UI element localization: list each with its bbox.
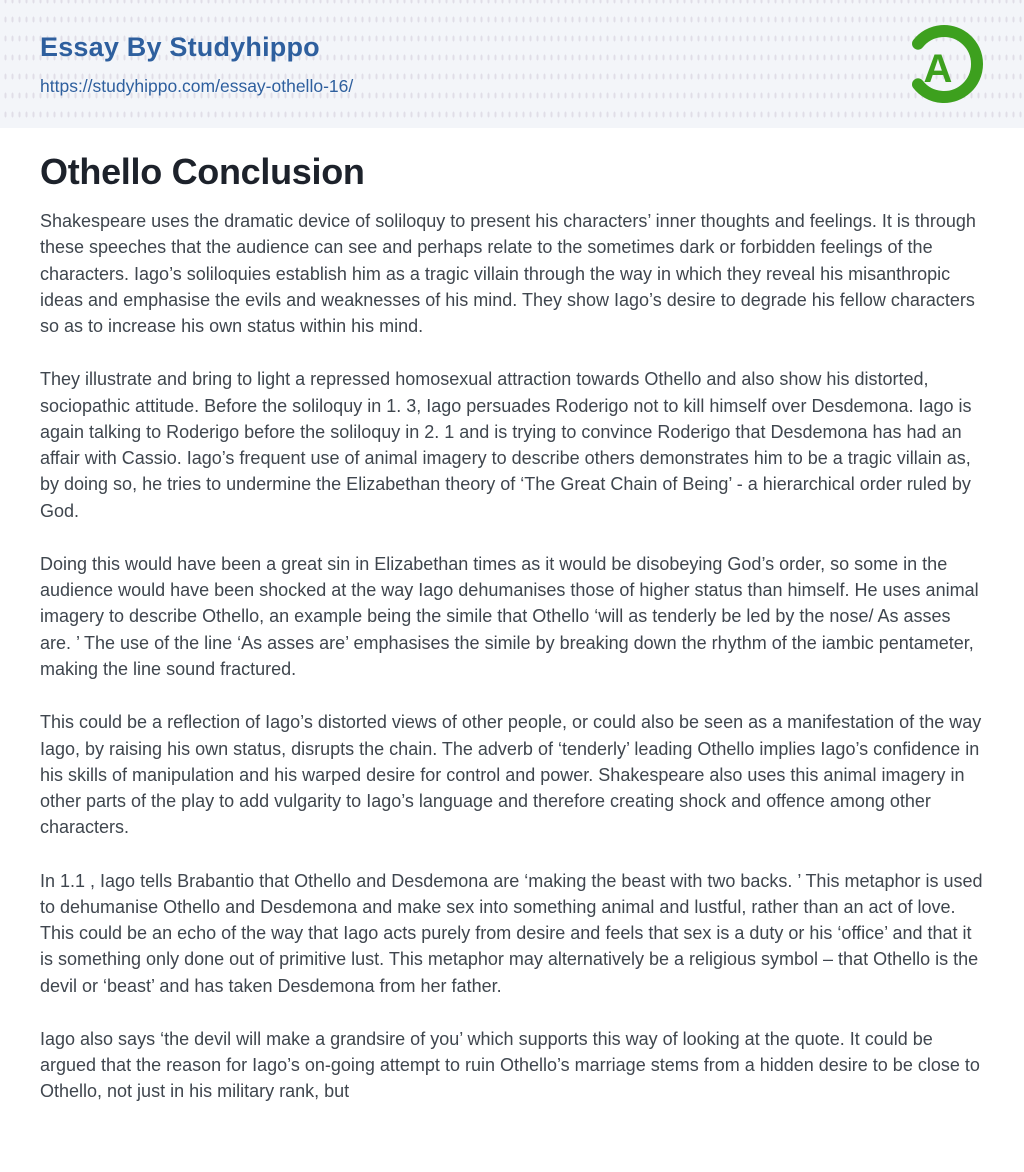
site-title: Essay By Studyhippo bbox=[40, 31, 320, 62]
essay-paragraph: This could be a reflection of Iago’s distorted views of other people, or could also be seen as a manifestation of the way Iago, by raising his own status, disrupts the chain. The adverb of ‘tenderly’ leading Othello implies Iago’s confidence in his skills of manipulation and his warped desire for control and power. Shakespeare also uses this animal imagery in other parts of the play to add vulgarity to Iago’s language and therefore creating shock and offence among other characters. bbox=[40, 712, 982, 838]
page-title: Othello Conclusion bbox=[40, 151, 365, 192]
essay-source-link[interactable]: https://studyhippo.com/essay-othello-16/ bbox=[40, 75, 354, 96]
essay-body bbox=[40, 208, 984, 1105]
essay-paragraph: In 1.1 , Iago tells Brabantio that Othello and Desdemona are ‘making the beast with two backs. ’ This metaphor is used to dehumanise Othello and Desdemona and make sex into something animal and lustful, rather than an act of love. This could be an echo of the way that Iago acts purely from desire and feels that sex is a duty or his ‘office’ and that it is something only done out of primitive lust. This metaphor may alternatively be a religious symbol – that Othello is the devil or ‘beast’ and has taken Desdemona from her father. bbox=[40, 870, 983, 996]
essay-page bbox=[0, 128, 1024, 1172]
page-header bbox=[0, 0, 1024, 128]
header-text-block bbox=[40, 32, 353, 97]
essay-paragraph: Iago also says ‘the devil will make a grandsire of you’ which supports this way of looking at the quote. It could be argued that the reason for Iago’s on-going attempt to ruin Othello’s marriage stems from a hidden desire to be close to Othello, not just in his military rank, but bbox=[40, 1028, 980, 1102]
logo-letter: A bbox=[923, 47, 953, 91]
essay-paragraph: Doing this would have been a great sin in Elizabethan times as it would be disobeying God’s order, so some in the audience would have been shocked at the way Iago dehumanises those of higher status than himself. He uses animal imagery to describe Othello, an example being the simile that Othello ‘will as tenderly be led by the nose/ As asses are. ’ The use of the line ‘As asses are’ emphasises the simile by breaking down the rhythm of the iambic pentameter, making the line sound fractured. bbox=[40, 553, 979, 679]
essay-paragraph: Shakespeare uses the dramatic device of soliloquy to present his characters’ inner thoughts and feelings. It is through these speeches that the audience can see and perhaps relate to the sometimes dark or forbidden feelings of the characters. Iago’s soliloquies establish him as a tragic villain through the way in which they reveal his misanthropic ideas and emphasise the evils and weaknesses of his mind. They show Iago’s desire to degrade his fellow characters so as to increase his own status within his mind. bbox=[40, 211, 976, 337]
studyhippo-logo-icon bbox=[904, 24, 984, 104]
essay-paragraph: They illustrate and bring to light a repressed homosexual attraction towards Othello and also show his distorted, sociopathic attitude. Before the soliloquy in 1. 3, Iago persuades Roderigo not to kill himself over Desdemona. Iago is again talking to Roderigo before the soliloquy in 2. 1 and is trying to convince Roderigo that Desdemona has had an affair with Cassio. Iago’s frequent use of animal imagery to describe others demonstrates him to be a tragic villain as, by doing so, he tries to undermine the Elizabethan theory of ‘The Great Chain of Being’ - a hierarchical order ruled by God. bbox=[40, 369, 972, 521]
